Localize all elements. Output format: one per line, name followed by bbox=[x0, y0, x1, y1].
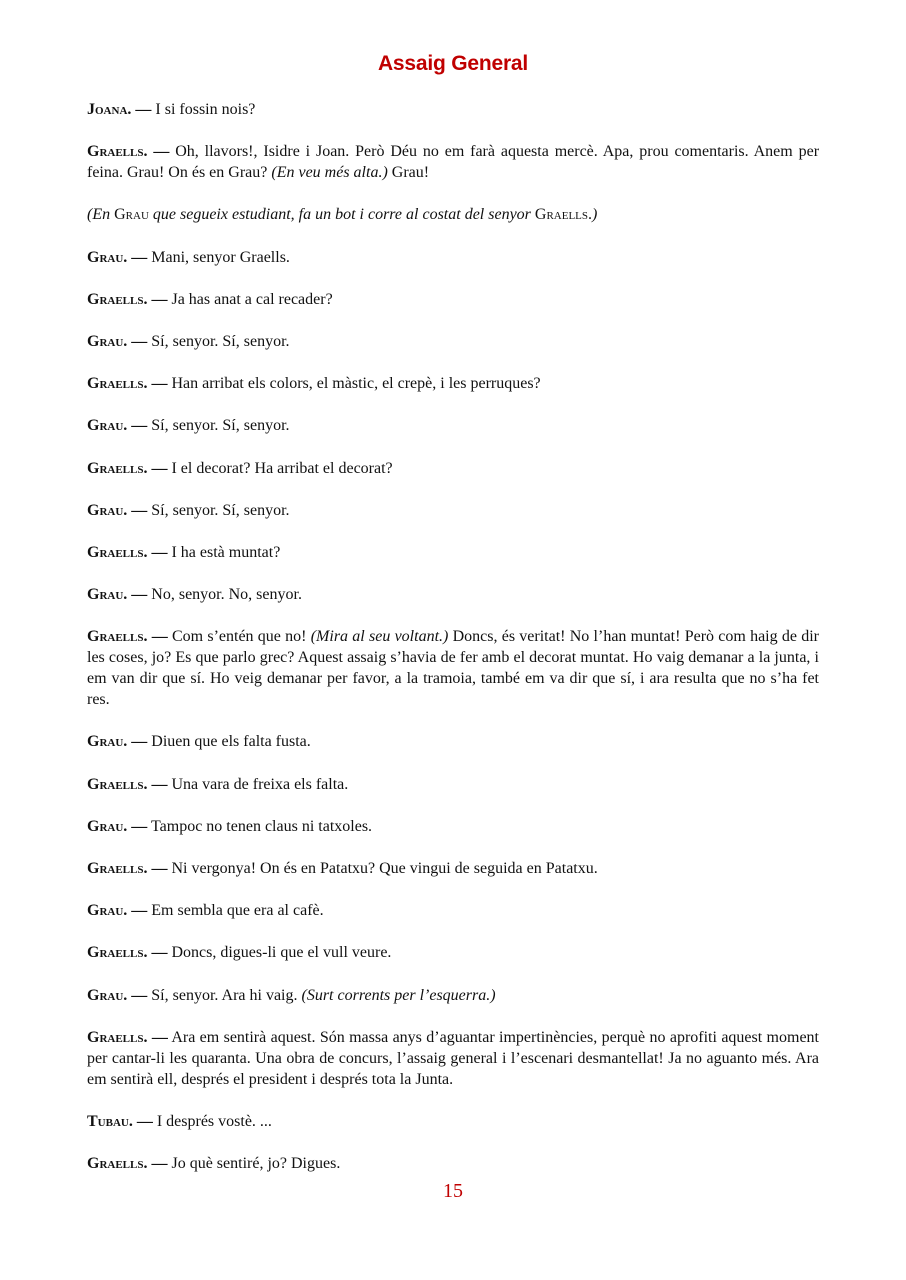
speaker-name: Grau. bbox=[87, 986, 128, 1004]
dialogue-dash: — bbox=[151, 628, 168, 646]
speaker-name: Grau. bbox=[87, 733, 128, 751]
dialogue-text: Sí, senyor. Ara hi vaig. bbox=[151, 986, 298, 1004]
speaker-name: Graells. bbox=[87, 1028, 148, 1046]
dialogue-text: Ja has anat a cal recader? bbox=[171, 290, 333, 308]
dialogue-line bbox=[87, 1153, 819, 1174]
dialogue-line bbox=[87, 247, 819, 268]
speaker-name: Graells. bbox=[87, 944, 148, 962]
dialogue-dash: — bbox=[151, 944, 168, 962]
dialogue-line bbox=[87, 458, 819, 479]
dialogue-dash: — bbox=[131, 817, 148, 835]
character-name: Graells. bbox=[534, 206, 593, 224]
stage-text: (En bbox=[87, 206, 111, 224]
dialogue-dash: — bbox=[131, 733, 148, 751]
dialogue-text: Sí, senyor. Sí, senyor. bbox=[151, 332, 290, 350]
dialogue-dash: — bbox=[131, 248, 148, 266]
speaker-name: Graells. bbox=[87, 860, 148, 877]
dialogue-dash: — bbox=[131, 332, 148, 350]
dialogue-text: I ha està muntat? bbox=[171, 543, 281, 561]
dialogue-text: No, senyor. No, senyor. bbox=[151, 586, 302, 604]
speaker-name: Grau. bbox=[87, 817, 128, 835]
dialogue-line bbox=[87, 731, 819, 752]
dialogue-dash: — bbox=[151, 543, 168, 561]
dialogue-text: Una vara de freixa els falta. bbox=[171, 775, 349, 793]
page-number: 15 bbox=[443, 1180, 463, 1202]
dialogue-text: Doncs, digues-li que el vull veure. bbox=[171, 944, 392, 962]
speaker-name: Grau. bbox=[87, 248, 128, 266]
dialogue-text: Diuen que els falta fusta. bbox=[151, 733, 311, 751]
dialogue-text: Oh, llavors!, Isidre i Joan. Però Déu no em farà aquesta mercè. Apa, prou comentaris. Anem per feina. Grau! On és en Grau? bbox=[87, 143, 820, 182]
stage-direction: (En veu més alta.) bbox=[271, 164, 388, 182]
dialogue-line bbox=[87, 141, 819, 183]
dialogue-line bbox=[87, 942, 819, 963]
dialogue-dash: — bbox=[153, 143, 170, 161]
dialogue-text: Tampoc no tenen claus ni tatxoles. bbox=[151, 817, 373, 835]
speaker-name: Grau. bbox=[87, 501, 128, 519]
speaker-name: Graells. bbox=[87, 628, 148, 646]
dialogue-dash: — bbox=[135, 101, 152, 118]
dialogue-line bbox=[87, 1111, 819, 1132]
dialogue-text: I el decorat? Ha arribat el decorat? bbox=[171, 459, 393, 477]
dialogue-dash: — bbox=[131, 902, 148, 920]
dialogue-dash: — bbox=[151, 860, 168, 877]
dialogue-text: I després vostè. ... bbox=[156, 1112, 272, 1130]
stage-text: ) bbox=[592, 206, 598, 224]
dialogue-text: Grau! bbox=[391, 164, 430, 182]
dialogue-line bbox=[87, 99, 819, 120]
dialogue-line bbox=[87, 331, 819, 352]
dialogue-line bbox=[87, 816, 819, 837]
character-name: Grau bbox=[114, 206, 149, 224]
page-title: Assaig General bbox=[377, 52, 529, 75]
dialogue-dash: — bbox=[151, 775, 168, 793]
dialogue-line bbox=[87, 858, 819, 879]
speaker-name: Joana. bbox=[87, 101, 132, 118]
speaker-name: Graells. bbox=[87, 543, 148, 561]
dialogue-dash: — bbox=[131, 586, 148, 604]
dialogue-text: Mani, senyor Graells. bbox=[151, 248, 290, 266]
dialogue-line bbox=[87, 584, 819, 605]
stage-direction-paragraph bbox=[87, 204, 819, 225]
dialogue-line bbox=[87, 289, 819, 310]
dialogue-text: Doncs, és veritat! No l’han muntat! Però com haig de dir les coses, jo? Es que parlo grec? Aquest assaig s’havia de fer amb el decorat muntat. Ho vaig demanar a la junta, i em van dir que sí. Ho veig demanar per favor, a la tramoia, també em va dir que sí, i ara resulta que no s’ha fet res. bbox=[87, 628, 819, 709]
speaker-name: Graells. bbox=[87, 290, 148, 308]
speaker-name: Graells. bbox=[87, 143, 148, 161]
dialogue-dash: — bbox=[151, 290, 168, 308]
dialogue-dash: — bbox=[151, 1028, 168, 1046]
dialogue-line bbox=[87, 373, 819, 394]
dialogue-text: I si fossin nois? bbox=[155, 101, 256, 118]
dialogue-text: Com s’entén que no! bbox=[171, 628, 307, 646]
stage-text: que segueix estudiant, fa un bot i corre al costat del senyor bbox=[152, 206, 531, 224]
dialogue-line bbox=[87, 900, 819, 921]
dialogue-line bbox=[87, 774, 819, 795]
dialogue-text: Han arribat els colors, el màstic, el crepè, i les perruques? bbox=[171, 375, 541, 393]
speaker-name: Graells. bbox=[87, 1155, 148, 1173]
speaker-name: Graells. bbox=[87, 375, 148, 393]
dialogue-dash: — bbox=[151, 1155, 168, 1173]
speaker-name: Grau. bbox=[87, 332, 128, 350]
dialogue-text: Ara em sentirà aquest. Són massa anys d’aguantar impertinències, perquè no aprofiti aquest moment per cantar-li les quaranta. Una obra de concurs, l’assaig general i l’escenari desmantellat! Ja no aguanto més. Ara em sentirà ell, després el president i després tota la Junta. bbox=[87, 1028, 819, 1088]
speaker-name: Tubau. bbox=[87, 1112, 133, 1130]
dialogue-dash: — bbox=[151, 375, 168, 393]
dialogue-text: Ni vergonya! On és en Patatxu? Que vingui de seguida en Patatxu. bbox=[171, 860, 598, 877]
dialogue-text: Jo què sentiré, jo? Digues. bbox=[171, 1155, 341, 1173]
dialogue-line bbox=[87, 985, 819, 1006]
speaker-name: Grau. bbox=[87, 902, 128, 920]
speaker-name: Grau. bbox=[87, 586, 128, 604]
dialogue-text: Sí, senyor. Sí, senyor. bbox=[151, 501, 290, 519]
dialogue-line bbox=[87, 542, 819, 563]
stage-direction: (Surt corrents per l’esquerra.) bbox=[301, 986, 496, 1004]
dialogue-dash: — bbox=[151, 459, 168, 477]
speaker-name: Graells. bbox=[87, 459, 148, 477]
dialogue-dash: — bbox=[136, 1112, 153, 1130]
dialogue-line bbox=[87, 500, 819, 521]
dialogue-line bbox=[87, 1027, 819, 1090]
dialogue-dash: — bbox=[131, 501, 148, 519]
speaker-name: Grau. bbox=[87, 417, 128, 435]
dialogue-dash: — bbox=[131, 417, 148, 435]
stage-direction: (Mira al seu voltant.) bbox=[310, 628, 449, 646]
dialogue-text: Em sembla que era al cafè. bbox=[151, 902, 324, 920]
dialogue-text: Sí, senyor. Sí, senyor. bbox=[151, 417, 290, 435]
dialogue-line bbox=[87, 415, 819, 436]
dialogue-line bbox=[87, 626, 819, 710]
dialogue-dash: — bbox=[131, 986, 148, 1004]
script-body bbox=[87, 99, 819, 1195]
speaker-name: Graells. bbox=[87, 775, 148, 793]
